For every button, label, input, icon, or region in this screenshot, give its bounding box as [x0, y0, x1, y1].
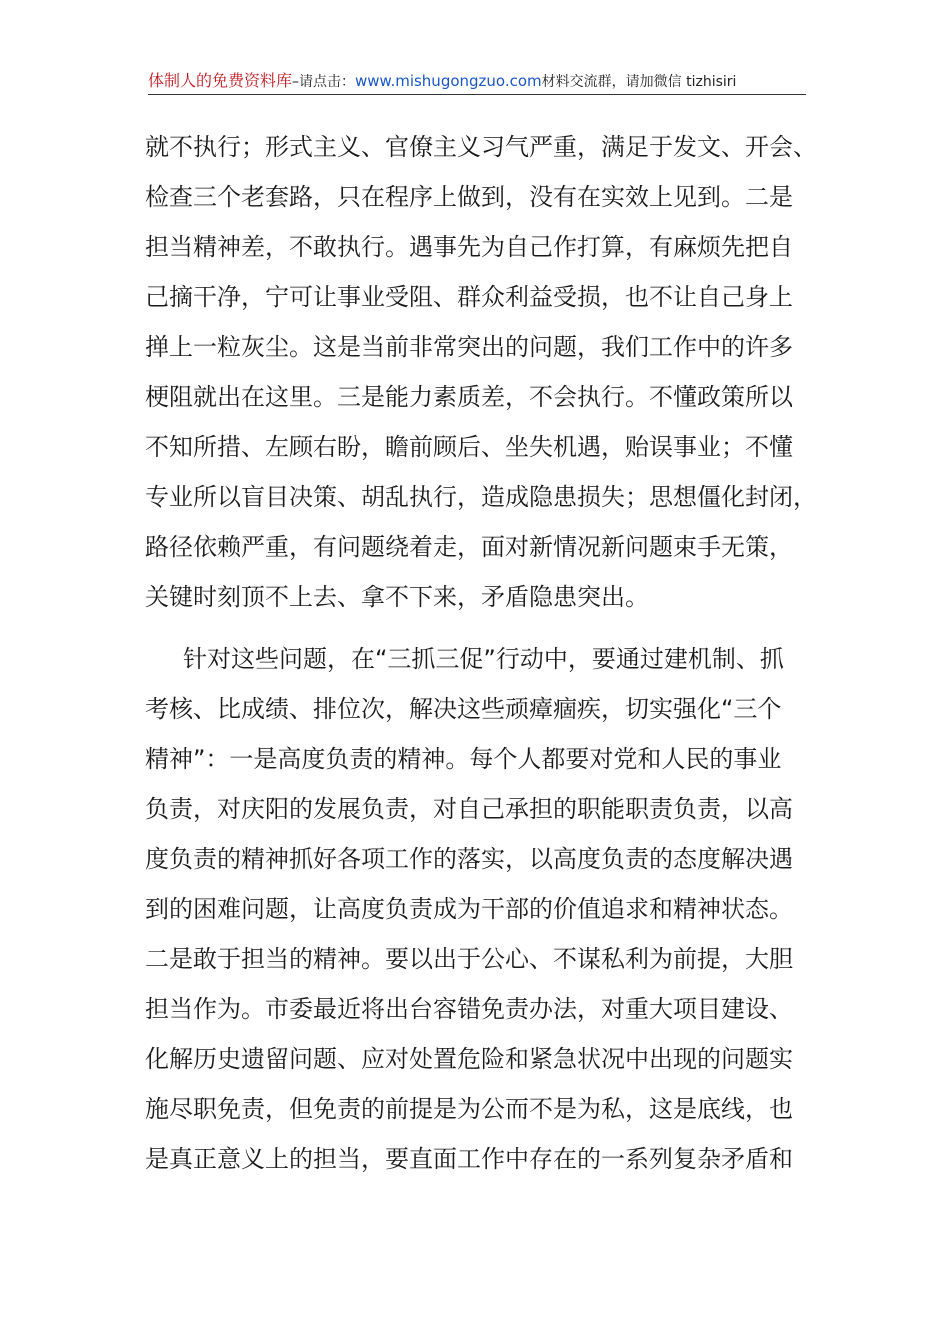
document-body — [145, 122, 825, 1184]
text-line: 就不执行；形式主义、官僚主义习气严重，满足于发文、开会、 — [145, 133, 817, 161]
header-brand: 体制人的免费资料库 — [148, 71, 293, 90]
text-line: 己摘干净，宁可让事业受阻、群众利益受损，也不让自己身上 — [145, 283, 793, 311]
header-url-link[interactable]: www.mishugongzuo.com — [355, 72, 542, 90]
text-line: 不知所措、左顾右盼，瞻前顾后、坐失机遇，贻误事业；不懂 — [145, 433, 793, 461]
text-line: 掸上一粒灰尘。这是当前非常突出的问题，我们工作中的许多 — [145, 333, 793, 361]
text-line: 关键时刻顶不上去、拿不下来，矛盾隐患突出。 — [145, 583, 649, 611]
paragraph-2 — [145, 634, 825, 1184]
paragraph-1 — [145, 122, 825, 622]
text-line: 针对这些问题，在“三抓三促”行动中，要通过建机制、抓 — [183, 645, 784, 673]
text-line: 考核、比成绩、排位次，解决这些顽瘴痼疾，切实强化“三个 — [145, 695, 782, 723]
text-line: 担当作为。市委最近将出台容错免责办法，对重大项目建设、 — [145, 995, 793, 1023]
text-line: 化解历史遗留问题、应对处置危险和紧急状况中出现的问题实 — [145, 1045, 793, 1073]
text-line: 担当精神差，不敢执行。遇事先为自己作打算，有麻烦先把自 — [145, 233, 793, 261]
text-line: 专业所以盲目决策、胡乱执行，造成隐患损失；思想僵化封闭， — [145, 483, 817, 511]
text-line: 到的困难问题，让高度负责成为干部的价值追求和精神状态。 — [145, 895, 793, 923]
text-line: 施尽职免责，但免责的前提是为公而不是为私，这是底线，也 — [145, 1095, 793, 1123]
text-line: 检查三个老套路，只在程序上做到，没有在实效上见到。二是 — [145, 183, 793, 211]
text-line: 路径依赖严重，有问题绕着走，面对新情况新问题束手无策， — [145, 533, 793, 561]
text-line: 二是敢于担当的精神。要以出于公心、不谋私利为前提，大胆 — [145, 945, 793, 973]
text-line: 梗阻就出在这里。三是能力素质差，不会执行。不懂政策所以 — [145, 383, 793, 411]
page-header — [148, 70, 806, 95]
header-tail-text: 材料交流群，请加微信 tizhisiri — [541, 74, 737, 90]
header-prompt: –请点击： — [292, 74, 356, 90]
text-line: 负责，对庆阳的发展负责，对自己承担的职能职责负责，以高 — [145, 795, 793, 823]
text-line: 是真正意义上的担当，要直面工作中存在的一系列复杂矛盾和 — [145, 1145, 793, 1173]
text-line: 精神”：一是高度负责的精神。每个人都要对党和人民的事业 — [145, 745, 782, 773]
text-line: 度负责的精神抓好各项工作的落实，以高度负责的态度解决遇 — [145, 845, 793, 873]
